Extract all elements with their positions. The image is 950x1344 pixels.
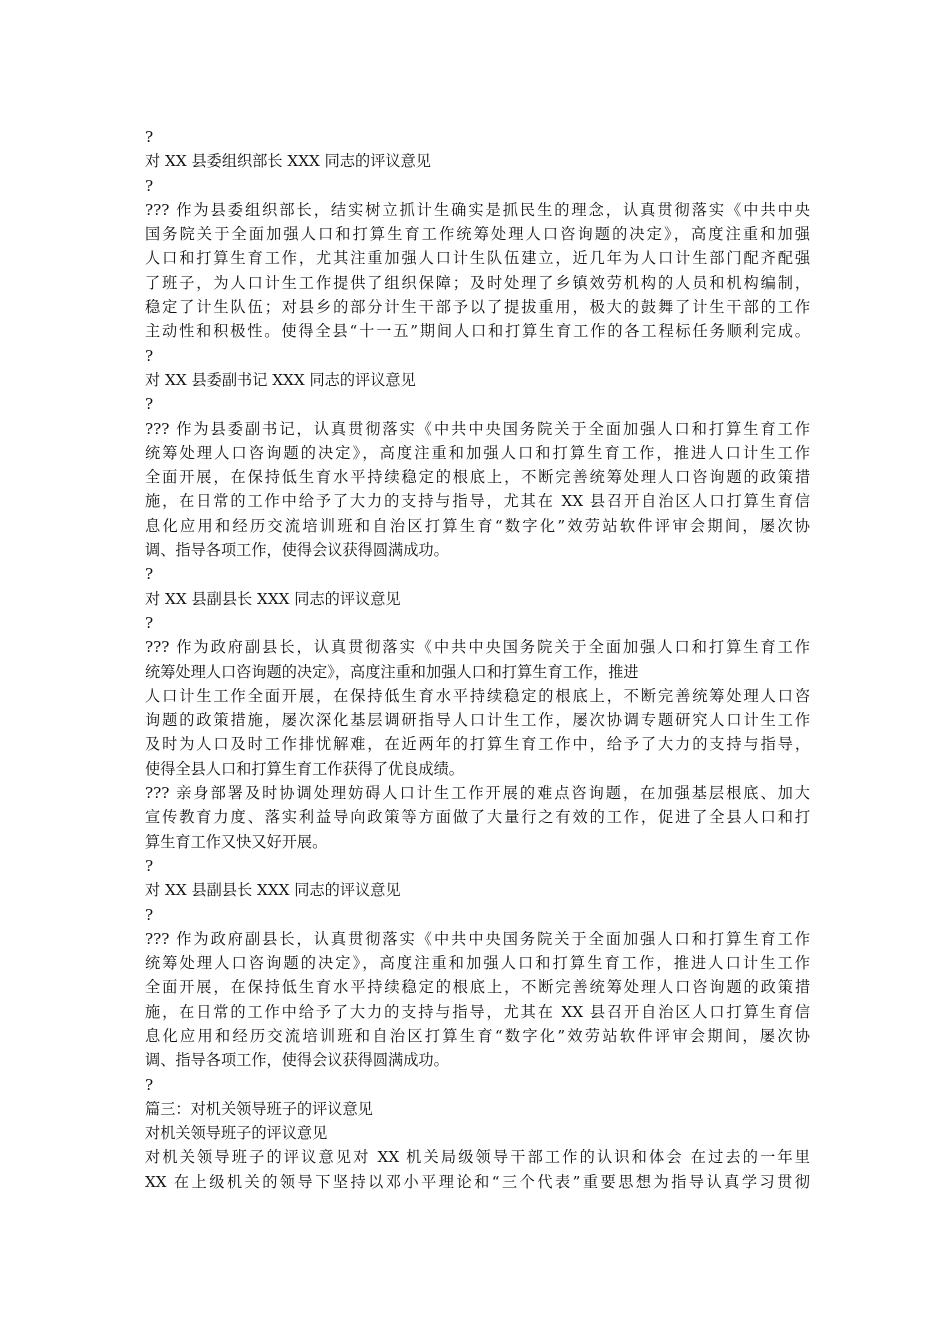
paragraph-line: 全面开展，在保持低生育水平持续稳定的根底上，不断完善统筹处理人口咨询题的政策措 [145,978,810,997]
text-line: ? [145,176,154,195]
paragraph-line: 询题的政策措施，屡次深化基层调研指导人口计生工作，屡次协调专题研究人口计生工作 [145,711,810,730]
text-line: ? [145,346,154,365]
paragraph-line: 国务院关于全面加强人口和打算生育工作统筹处理人口咨询题的决定》，高度注重和加强 [145,225,810,244]
paragraph-line: 施，在日常的工作中给予了大力的支持与指导，尤其在 XX 县召开自治区人口打算生育信 [145,492,810,511]
text-line: ? [145,565,154,584]
text-line: ? [145,856,154,875]
paragraph-line: 了班子，为人口计生工作提供了组织保障；及时处理了乡镇效劳机构的人员和机构编制， [145,273,810,292]
document-page [145,125,810,1194]
text-line: ? [145,905,154,924]
chapter-heading: 篇三：对机关领导班子的评议意见 [145,1099,373,1118]
paragraph-line: 算生育工作又快又好开展。 [145,832,328,851]
paragraph-line: 稳定了计生队伍；对县乡的部分计生干部予以了提拔重用，极大的鼓舞了计生干部的工作 [145,298,810,317]
paragraph-line: 主动性和积极性。使得全县“十一五”期间人口和打算生育工作的各工程标任务顺利完成。 [145,322,810,341]
paragraph-line: ??? 作为县委组织部长，结实树立抓计生确实是抓民生的理念，认真贯彻落实《中共中央 [145,200,810,219]
paragraph-line: 使得全县人口和打算生育工作获得了优良成绩。 [145,759,464,778]
paragraph-line: ??? 作为政府副县长，认真贯彻落实《中共中央国务院关于全面加强人口和打算生育工作 [145,638,810,657]
paragraph-line: 统筹处理人口咨询题的决定》，高度注重和加强人口和打算生育工作，推进人口计生工作 [145,954,810,973]
paragraph-line: 人口计生工作全面开展，在保持低生育水平持续稳定的根底上，不断完善统筹处理人口咨 [145,686,810,705]
paragraph-line: 全面开展，在保持低生育水平持续稳定的根底上，不断完善统筹处理人口咨询题的政策措 [145,468,810,487]
paragraph-line: 统筹处理人口咨询题的决定》，高度注重和加强人口和打算生育工作，推进人口计生工作 [145,443,810,462]
section-heading: 对 XX 县副县长 XXX 同志的评议意见 [145,589,401,608]
paragraph-line: 息化应用和经历交流培训班和自治区打算生育“数字化”效劳站软件评审会期间，屡次协 [145,1026,810,1045]
paragraph-line: ??? 作为政府副县长，认真贯彻落实《中共中央国务院关于全面加强人口和打算生育工作 [145,929,810,948]
section-heading: 对 XX 县委组织部长 XXX 同志的评议意见 [145,152,431,171]
text-line: ? [145,395,154,414]
section-heading: 对 XX 县委副书记 XXX 同志的评议意见 [145,370,416,389]
paragraph-line: 调、指导各项工作，使得会议获得圆满成功。 [145,541,449,560]
text-line: ? [145,613,154,632]
paragraph-line: 调、指导各项工作，使得会议获得圆满成功。 [145,1051,449,1070]
text-line: ? [145,1075,154,1094]
section-heading: 对 XX 县副县长 XXX 同志的评议意见 [145,881,401,900]
paragraph-line: ??? 亲身部署及时协调处理妨碍人口计生工作开展的难点咨询题，在加强基层根底、加大 [145,784,810,803]
paragraph-line: 统筹处理人口咨询题的决定》，高度注重和加强人口和打算生育工作，推进 [145,662,639,681]
paragraph-line: 对机关领导班子的评议意见对 XX 机关局级领导干部工作的认识和体会 在过去的一年里 [145,1148,810,1167]
text-line: ? [145,128,154,146]
paragraph-line: XX 在上级机关的领导下坚持以邓小平理论和“三个代表”重要思想为指导认真学习贯彻 [145,1172,810,1191]
paragraph-line: 施，在日常的工作中给予了大力的支持与指导，尤其在 XX 县召开自治区人口打算生育信 [145,1002,810,1021]
paragraph-line: 人口和打算生育工作，尤其注重加强人口计生队伍建立，近几年为人口计生部门配齐配强 [145,249,810,268]
paragraph-line: ??? 作为县委副书记，认真贯彻落实《中共中央国务院关于全面加强人口和打算生育工作 [145,419,810,438]
section-heading: 对机关领导班子的评议意见 [145,1124,328,1143]
paragraph-line: 及时为人口及时工作排忧解难，在近两年的打算生育工作中，给予了大力的支持与指导， [145,735,810,754]
paragraph-line: 宣传教育力度、落实利益导向政策等方面做了大量行之有效的工作，促进了全县人口和打 [145,808,810,827]
paragraph-line: 息化应用和经历交流培训班和自治区打算生育“数字化”效劳站软件评审会期间，屡次协 [145,516,810,535]
